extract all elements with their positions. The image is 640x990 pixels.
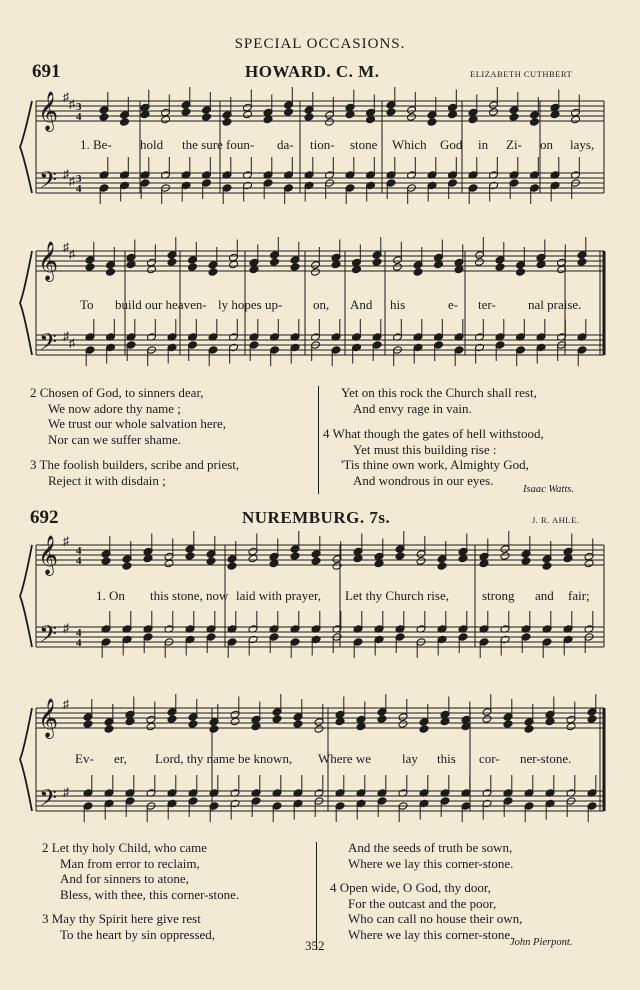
note-head — [386, 108, 396, 117]
lyric-syllable: on — [540, 137, 553, 152]
note-head — [475, 258, 485, 267]
verse-line: Reject it with disdain ; — [48, 472, 166, 488]
sharp-sign: ♯ — [69, 174, 75, 188]
note-head — [147, 265, 157, 274]
bass-clef: 𝄢 — [39, 166, 58, 199]
note-head — [202, 113, 212, 122]
verse-line: We now adore thy name ; — [48, 400, 181, 416]
note-head — [521, 557, 531, 566]
note-head — [206, 557, 216, 566]
lyric-syllable: and — [535, 588, 554, 603]
system-brace — [20, 251, 32, 355]
note-head — [352, 265, 362, 274]
note-head — [587, 715, 597, 724]
verse-number: 2 — [30, 385, 37, 400]
tune-name-howard: HOWARD. C. M. — [245, 62, 380, 81]
note-head — [209, 725, 219, 734]
note-head — [345, 110, 355, 119]
treble-clef: 𝄞 — [38, 535, 59, 575]
note-head — [536, 260, 546, 269]
lyric-syllable: hold — [140, 137, 164, 152]
sharp-sign: ♯ — [63, 240, 69, 254]
note-head — [353, 554, 363, 563]
verse-line: May thy Spirit here give rest — [51, 911, 201, 926]
time-signature-bottom: 4 — [76, 555, 82, 567]
verse-number: 4 — [323, 426, 330, 441]
note-head — [249, 265, 259, 274]
lyric-syllable: ly hopes up- — [218, 297, 283, 312]
note-head — [440, 717, 450, 726]
lyric-syllable: this stone, now — [150, 588, 229, 603]
note-head — [243, 110, 253, 119]
sharp-sign: ♯ — [63, 90, 69, 104]
lyric-syllable: laid with prayer, — [236, 588, 322, 603]
sharp-sign: ♯ — [63, 785, 69, 799]
note-head — [495, 263, 505, 272]
note-head — [503, 720, 513, 729]
note-head — [437, 562, 447, 571]
composer-692: J. R. AHLE. — [532, 515, 580, 525]
lyric-syllable: the sure foun- — [182, 137, 255, 152]
lyric-syllable: cor- — [479, 751, 500, 766]
sharp-sign: ♯ — [63, 167, 69, 181]
treble-clef: 𝄞 — [38, 241, 59, 281]
lyric-syllable: build our heaven- — [115, 297, 207, 312]
time-signature-bottom: 4 — [76, 183, 82, 195]
treble-clef: 𝄞 — [38, 91, 59, 131]
composer-691: ELIZABETH CUTHBERT — [470, 69, 573, 79]
note-head — [356, 722, 366, 731]
note-head — [584, 559, 594, 568]
lyric-syllable: ter- — [478, 297, 496, 312]
lyric-syllable: 1. Be- — [80, 137, 112, 152]
verse-line: For the outcast and the poor, — [348, 895, 497, 911]
lyric-syllable: To — [80, 297, 94, 312]
note-head — [188, 720, 198, 729]
system-brace — [20, 101, 32, 193]
lyric-syllable: stone — [350, 137, 378, 152]
note-head — [143, 554, 153, 563]
note-head — [304, 113, 314, 122]
lyric-syllable: tion- — [310, 137, 335, 152]
note-head — [185, 552, 195, 561]
time-signature-top: 4 — [76, 627, 82, 639]
page-number: 352 — [305, 938, 325, 953]
verse-line: Yet must this building rise : — [353, 441, 497, 457]
sharp-sign: ♯ — [69, 97, 75, 111]
treble-clef: 𝄞 — [38, 698, 59, 738]
note-head — [377, 715, 387, 724]
verse-line: Let thy holy Child, who came — [51, 840, 208, 855]
note-head — [448, 110, 458, 119]
note-head — [416, 557, 426, 566]
verse-line: And wondrous in our eyes. — [353, 472, 494, 488]
verse-line: Nor can we suffer shame. — [48, 431, 181, 447]
note-head — [270, 258, 280, 267]
note-head — [290, 552, 300, 561]
verse-line: Chosen of God, to sinners dear, — [39, 385, 204, 400]
note-head — [251, 722, 261, 731]
verse-line: Yet on this rock the Church shall rest, — [341, 385, 537, 400]
lyric-syllable: fair; — [568, 588, 590, 603]
time-signature-bottom: 4 — [76, 637, 82, 649]
note-head — [311, 557, 321, 566]
note-head — [293, 720, 303, 729]
verse-line: The foolish builders, scribe and priest, — [39, 457, 240, 472]
verse-line: Where we lay this corner-stone. — [348, 855, 514, 871]
note-head — [482, 715, 492, 724]
note-head — [188, 263, 198, 272]
lyric-syllable: Where we — [318, 751, 372, 766]
verse-line: To the heart by sin oppressed, — [60, 926, 216, 942]
note-head — [311, 268, 321, 277]
note-head — [489, 108, 499, 117]
lyric-syllable: ner-stone. — [520, 751, 572, 766]
note-head — [393, 263, 403, 272]
note-head — [325, 118, 335, 127]
note-head — [222, 118, 232, 127]
lyric-syllable: Ev- — [75, 751, 94, 766]
note-head — [458, 554, 468, 563]
note-head — [83, 720, 93, 729]
hymn-number-691: 691 — [32, 61, 61, 82]
lyric-syllable: his — [390, 297, 406, 312]
note-head — [120, 118, 130, 127]
note-head — [454, 265, 464, 274]
note-head — [419, 725, 429, 734]
note-head — [229, 260, 239, 269]
note-head — [524, 725, 534, 734]
note-head — [335, 717, 345, 726]
note-head — [126, 260, 136, 269]
note-head — [331, 260, 341, 269]
verse-line: Where we lay this corner-stone. — [348, 926, 514, 942]
lyric-syllable: Zi- — [506, 137, 522, 152]
author-692: John Pierpont. — [510, 937, 573, 948]
note-head — [181, 108, 191, 117]
verse-line: And the seeds of truth be sown, — [348, 840, 513, 855]
note-head — [269, 559, 279, 568]
sharp-sign: ♯ — [63, 329, 69, 343]
lyric-syllable: in — [478, 137, 489, 152]
note-head — [230, 717, 240, 726]
lyric-syllable: And — [350, 297, 373, 312]
note-head — [104, 725, 114, 734]
verse-line: And envy rage in vain. — [353, 400, 472, 416]
note-head — [571, 115, 581, 124]
note-head — [146, 722, 156, 731]
lyric-syllable: God — [440, 137, 463, 152]
note-head — [125, 717, 135, 726]
system-brace — [20, 545, 32, 647]
note-head — [164, 559, 174, 568]
verse-number: 3 — [42, 911, 49, 926]
sharp-sign: ♯ — [63, 697, 69, 711]
sharp-sign: ♯ — [63, 621, 69, 635]
lyric-syllable: strong — [482, 588, 515, 603]
note-head — [314, 725, 324, 734]
bass-clef: 𝄢 — [39, 784, 58, 817]
note-head — [516, 268, 526, 277]
note-head — [500, 552, 510, 561]
system-brace — [20, 708, 32, 811]
note-head — [461, 722, 471, 731]
note-head — [290, 263, 300, 272]
lyric-syllable: da- — [277, 137, 294, 152]
lyric-syllable: this — [437, 751, 456, 766]
note-head — [140, 110, 150, 119]
time-signature-top: 3 — [76, 101, 82, 113]
note-head — [167, 715, 177, 724]
author-691: Isaac Watts. — [523, 484, 574, 495]
sharp-sign: ♯ — [69, 336, 75, 350]
sharp-sign: ♯ — [69, 247, 75, 261]
lyric-syllable: on, — [313, 297, 330, 312]
note-head — [99, 113, 109, 122]
note-head — [479, 559, 489, 568]
note-head — [434, 260, 444, 269]
section-title: SPECIAL OCCASIONS. — [234, 36, 406, 52]
note-head — [566, 722, 576, 731]
bass-clef: 𝄢 — [39, 620, 58, 653]
note-head — [550, 110, 560, 119]
note-head — [509, 113, 519, 122]
lyric-syllable: er, — [114, 751, 127, 766]
sharp-sign: ♯ — [63, 534, 69, 548]
note-head — [272, 715, 282, 724]
verse-number: 2 — [42, 840, 49, 855]
note-head — [407, 113, 417, 122]
time-signature-top: 3 — [76, 173, 82, 185]
note-head — [468, 115, 478, 124]
note-head — [101, 557, 111, 566]
lyric-syllable: e- — [448, 297, 459, 312]
verse-line: And for sinners to atone, — [60, 871, 189, 886]
verse-line: What though the gates of hell withstood, — [332, 426, 544, 441]
note-head — [563, 554, 573, 563]
verse-line: Bless, with thee, this corner-stone. — [60, 886, 240, 902]
lyric-syllable: Lord, thy name be known, — [155, 751, 293, 766]
note-head — [161, 115, 171, 124]
verse-number: 3 — [30, 457, 37, 472]
tune-name-nuremburg: NUREMBURG. 7s. — [242, 508, 391, 527]
note-head — [263, 115, 273, 124]
lyric-syllable: lay — [402, 751, 418, 766]
note-head — [545, 717, 555, 726]
verse-line: Who can call no house their own, — [348, 911, 523, 926]
bass-clef: 𝄢 — [39, 328, 58, 361]
note-head — [398, 720, 408, 729]
verse-line: Man from error to reclaim, — [60, 855, 200, 871]
note-head — [106, 268, 116, 277]
lyric-syllable: nal praise. — [528, 297, 582, 312]
note-head — [284, 108, 294, 117]
note-head — [374, 559, 384, 568]
note-head — [248, 554, 258, 563]
lyric-syllable: Which — [392, 137, 427, 152]
hymn-number-692: 692 — [30, 507, 59, 528]
note-head — [167, 258, 177, 267]
verse-line: We trust our whole salvation here, — [48, 416, 227, 431]
note-head — [413, 268, 423, 277]
time-signature-bottom: 4 — [76, 111, 82, 123]
verse-number: 4 — [330, 880, 337, 895]
lyric-syllable: Let thy Church rise, — [345, 588, 449, 603]
note-head — [208, 268, 218, 277]
verse-line: 'Tis thine own work, Almighty God, — [341, 457, 529, 472]
time-signature-top: 4 — [76, 545, 82, 557]
note-head — [366, 115, 376, 124]
note-head — [227, 562, 237, 571]
note-head — [530, 118, 540, 127]
note-head — [372, 258, 382, 267]
lyric-syllable: 1. On — [96, 588, 125, 603]
verse-line: Open wide, O God, thy door, — [339, 880, 491, 895]
note-head — [427, 118, 437, 127]
note-head — [577, 258, 587, 267]
note-head — [85, 263, 95, 272]
note-head — [395, 552, 405, 561]
note-head — [542, 562, 552, 571]
note-head — [122, 562, 132, 571]
lyric-syllable: lays, — [570, 137, 595, 152]
